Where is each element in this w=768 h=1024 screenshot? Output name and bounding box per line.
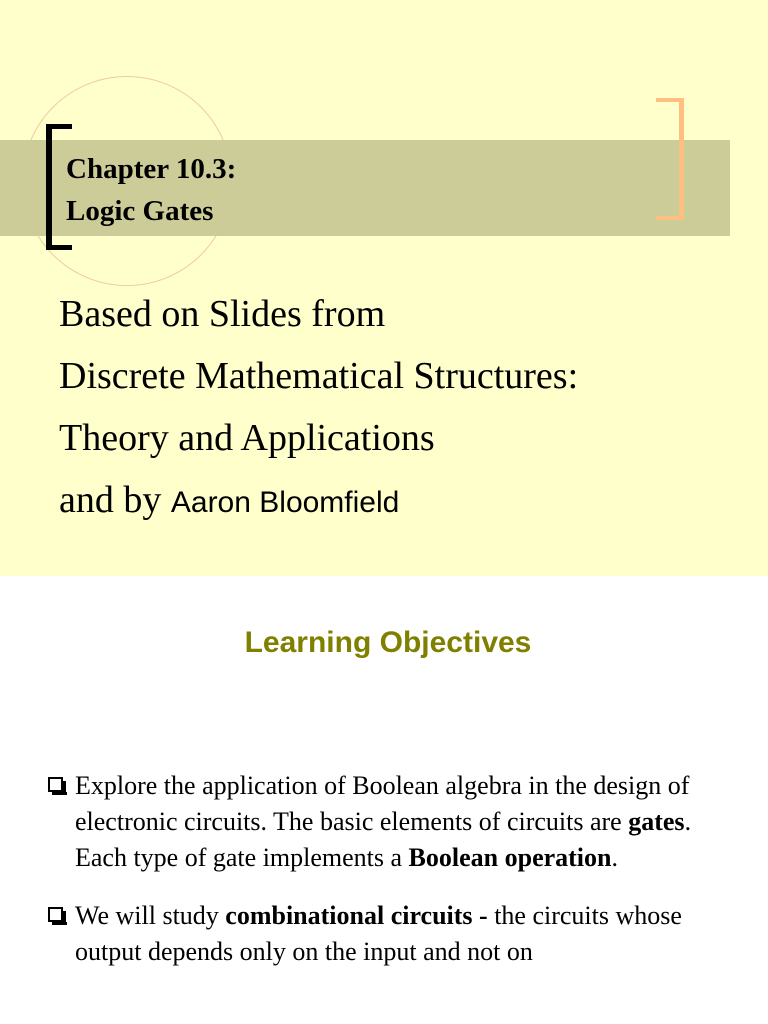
title-line-2: Logic Gates xyxy=(66,195,214,227)
checkbox-bullet-icon xyxy=(48,777,63,792)
bullet-text: . xyxy=(611,843,618,872)
bullet-bold-text: gates xyxy=(628,807,685,836)
objective-bullet xyxy=(46,898,746,970)
bullet-text: Explore the application of Boolean algebra in the design of electronic circuits. The basic elements of circuits are xyxy=(75,771,690,836)
checkbox-bullet-icon xyxy=(48,907,63,922)
byline-prefix: and by xyxy=(59,479,171,521)
bullet-bold-text: combinational circuits - xyxy=(225,901,488,930)
subtitle-line-3: Theory and Applications xyxy=(59,417,435,459)
title-line-1: Chapter 10.3: xyxy=(66,153,237,185)
bullet-text: We will study xyxy=(75,901,226,930)
right-bracket-decoration xyxy=(656,98,684,220)
bullet-bold-text: Boolean operation xyxy=(408,843,612,872)
bullet-text: . Each type of gate implements a xyxy=(75,807,692,872)
objectives-list xyxy=(46,768,746,992)
objectives-heading: Learning Objectives xyxy=(244,626,532,659)
objectives-slide xyxy=(0,576,768,1024)
subtitle-line-2: Discrete Mathematical Structures: xyxy=(59,355,579,397)
slide-subtitle xyxy=(59,290,578,538)
subtitle-line-1: Based on Slides from xyxy=(59,293,386,335)
slide-title xyxy=(66,148,236,232)
author-name: Aaron Bloomfield xyxy=(170,486,400,519)
byline xyxy=(59,476,578,538)
bullet-text: the circuits whose output depends only on the input and not on xyxy=(75,901,682,966)
objective-bullet xyxy=(46,768,746,876)
